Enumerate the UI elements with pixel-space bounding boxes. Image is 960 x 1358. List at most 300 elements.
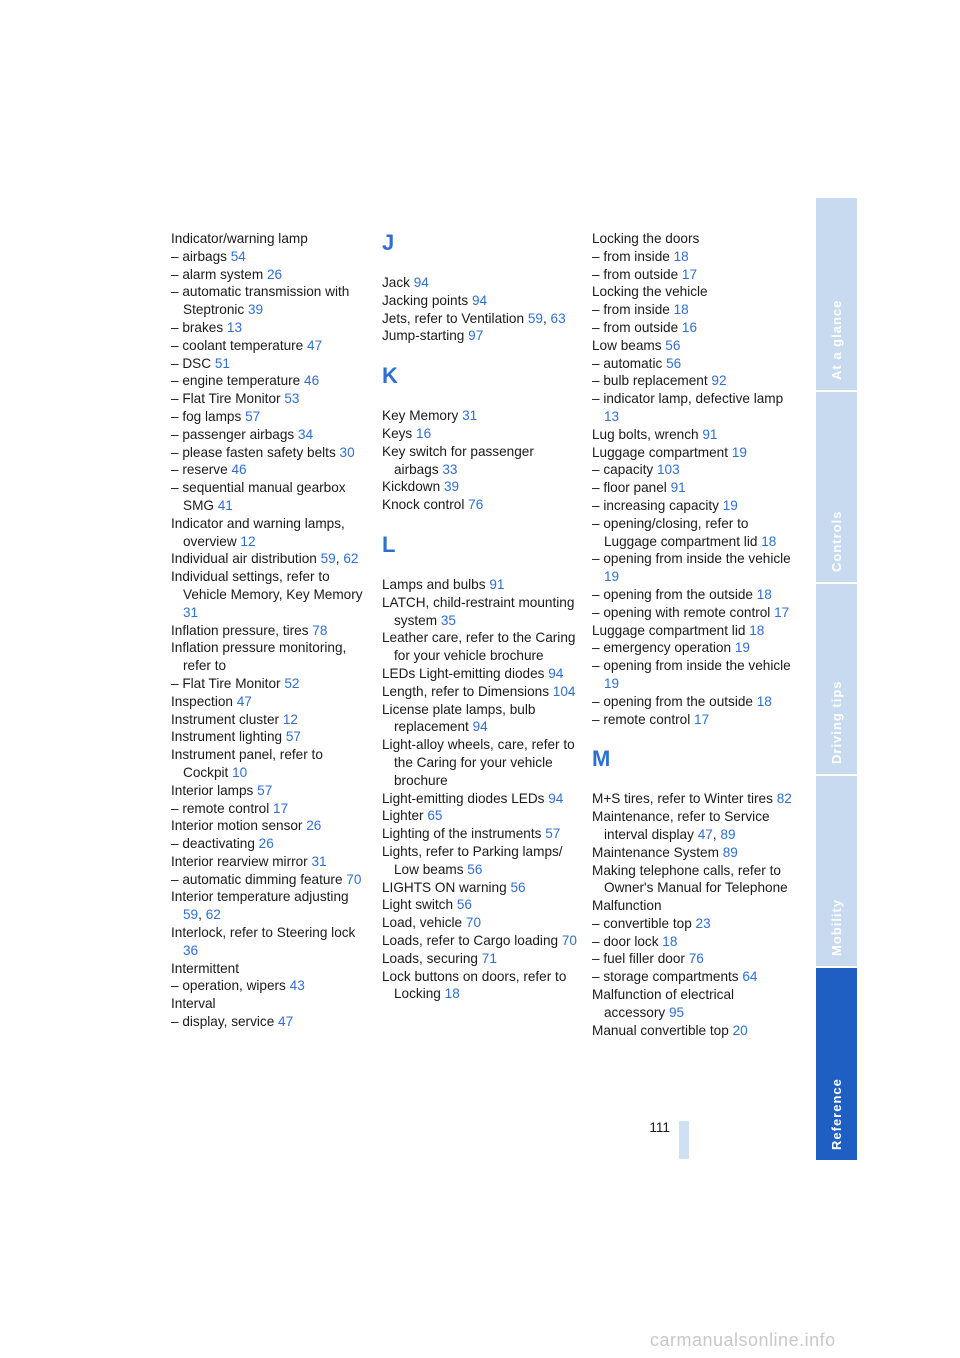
entry-text: – operation, wipers xyxy=(171,978,286,994)
page-link[interactable]: 19 xyxy=(731,444,747,460)
index-entry xyxy=(382,701,582,737)
page-link[interactable]: 19 xyxy=(734,640,750,656)
index-entry xyxy=(382,425,582,443)
entry-text: Interior rearview mirror xyxy=(171,853,308,869)
index-entry xyxy=(171,817,371,835)
index-entry xyxy=(171,248,371,266)
index-entry xyxy=(382,683,582,701)
index-entry xyxy=(592,711,792,729)
index-entry xyxy=(592,1022,792,1040)
index-entry: Jets, refer to Ventilation 59, 63 xyxy=(382,310,566,326)
page-link[interactable]: 94 xyxy=(548,790,564,806)
page-link[interactable]: 78 xyxy=(312,622,328,638)
index-entry: Maintenance, refer to Service interval display 47, 89 xyxy=(592,809,770,842)
page-link[interactable]: 46 xyxy=(304,373,320,389)
page-link[interactable]: 89 xyxy=(720,826,736,842)
entry-text: Individual air distribution xyxy=(171,551,317,567)
index-entry xyxy=(592,461,792,479)
page-link[interactable]: 56 xyxy=(467,861,483,877)
index-entry xyxy=(382,950,582,968)
index-entry xyxy=(592,248,792,266)
page-link[interactable]: 65 xyxy=(427,808,443,824)
page-link[interactable]: 18 xyxy=(756,693,772,709)
page-link[interactable]: 31 xyxy=(183,604,199,620)
section-tabs xyxy=(816,198,857,1160)
tab-label: Reference xyxy=(828,1078,844,1150)
index-entry xyxy=(592,426,792,444)
entry-text: – capacity xyxy=(592,462,654,478)
index-entry xyxy=(171,266,371,284)
page-link[interactable]: 12 xyxy=(240,533,256,549)
index-entry xyxy=(382,407,582,425)
page-link[interactable]: 36 xyxy=(183,942,199,958)
entry-text: Luggage compartment lid xyxy=(592,622,746,638)
entry-text: Interlock, refer to Steering lock xyxy=(171,925,356,941)
page-link[interactable]: 91 xyxy=(489,576,505,592)
index-entry xyxy=(592,515,792,551)
entry-text: – DSC xyxy=(171,355,212,371)
entry-text: Maintenance, refer to Service interval display xyxy=(592,809,770,842)
entry-text: – from inside xyxy=(592,248,670,264)
page-link[interactable]: 56 xyxy=(510,879,526,895)
page-link[interactable]: 71 xyxy=(481,950,497,966)
entry-text: Low beams xyxy=(592,337,662,353)
index-entry xyxy=(171,337,371,355)
entry-text: Instrument lighting xyxy=(171,729,283,745)
index-entry xyxy=(171,960,371,978)
page-link[interactable]: 26 xyxy=(306,818,322,834)
index-entry xyxy=(382,879,582,897)
entry-text: – remote control xyxy=(171,800,270,816)
page-link[interactable]: 43 xyxy=(289,978,305,994)
entry-text: – engine temperature xyxy=(171,373,301,389)
tab-at-a-glance[interactable] xyxy=(816,198,857,390)
entry-text: Light-emitting diodes LEDs xyxy=(382,790,545,806)
page-link[interactable]: 23 xyxy=(695,915,711,931)
index-entry xyxy=(382,825,582,843)
page-link[interactable]: 70 xyxy=(465,915,482,931)
index-entry xyxy=(382,274,582,292)
page-link[interactable]: 47 xyxy=(697,826,713,842)
index-entry xyxy=(382,807,582,825)
tab-driving-tips[interactable] xyxy=(816,584,857,774)
entry-text: – sequential manual gearbox SMG xyxy=(171,480,346,513)
index-entry xyxy=(382,594,582,630)
entry-text: – from inside xyxy=(592,302,670,318)
index-entry xyxy=(171,675,371,693)
page-link[interactable]: 19 xyxy=(604,675,620,691)
index-entry xyxy=(382,843,582,879)
page-link[interactable]: 47 xyxy=(236,693,252,709)
index-entry xyxy=(592,355,792,373)
section-letter: M xyxy=(592,746,611,772)
page-link[interactable]: 70 xyxy=(346,871,362,887)
index-entry xyxy=(171,995,371,1013)
page-link[interactable]: 56 xyxy=(666,355,682,371)
tab-controls[interactable] xyxy=(816,392,857,582)
index-entry xyxy=(592,372,792,390)
entry-text: Interior temperature adjusting xyxy=(171,889,349,905)
tab-label: At a glance xyxy=(828,299,844,380)
page-link[interactable]: 59 xyxy=(527,310,543,326)
entry-text: – opening from the outside xyxy=(592,586,753,602)
page-link[interactable]: 39 xyxy=(248,302,264,318)
index-entry xyxy=(592,968,792,986)
index-entry xyxy=(171,977,371,995)
index-entry: Interior temperature adjusting 59, 62 xyxy=(171,889,349,923)
entry-text: LIGHTS ON warning xyxy=(382,879,507,895)
entry-text: – alarm system xyxy=(171,266,264,282)
page-link[interactable]: 17 xyxy=(694,711,710,727)
entry-text: Inspection xyxy=(171,693,233,709)
entry-text: Interior motion sensor xyxy=(171,818,303,834)
page-link[interactable]: 18 xyxy=(756,586,772,602)
page-link[interactable]: 53 xyxy=(284,391,300,407)
index-entry xyxy=(171,800,371,818)
entry-text: – convertible top xyxy=(592,915,692,931)
index-entry xyxy=(592,604,792,622)
index-entry xyxy=(592,639,792,657)
entry-text: M+S tires, refer to Winter tires xyxy=(592,791,773,807)
entry-text: Lug bolts, wrench xyxy=(592,426,699,442)
entry-text: – indicator lamp, defective lamp xyxy=(592,391,784,407)
index-entry xyxy=(171,622,371,640)
page-link[interactable]: 46 xyxy=(231,462,247,478)
index-entry xyxy=(171,372,371,390)
entry-text: LEDs Light-emitting diodes xyxy=(382,665,545,681)
entry-text: – please fasten safety belts xyxy=(171,444,336,460)
entry-text: Instrument panel, refer to Cockpit xyxy=(171,747,323,780)
index-entry xyxy=(592,337,792,355)
index-entry xyxy=(171,390,371,408)
page-link[interactable]: 91 xyxy=(670,480,686,496)
entry-text: – opening from inside the vehicle xyxy=(592,551,791,567)
page-link[interactable]: 57 xyxy=(257,782,273,798)
page-number: 111 xyxy=(649,1120,670,1135)
index-entry xyxy=(171,515,371,551)
index-entry xyxy=(592,844,792,862)
entry-text: – storage compartments xyxy=(592,969,739,985)
index-entry xyxy=(171,835,371,853)
entry-text: Intermittent xyxy=(171,960,239,976)
index-entry xyxy=(382,665,582,683)
page-link[interactable]: 94 xyxy=(471,292,488,308)
entry-text: – display, service xyxy=(171,1014,275,1030)
entry-text: Interior lamps xyxy=(171,782,254,798)
page-link[interactable]: 17 xyxy=(681,266,698,282)
index-entry xyxy=(592,790,792,808)
index-entry xyxy=(382,629,582,665)
entry-text: Knock control xyxy=(382,497,465,513)
entry-text: Jacking points xyxy=(382,292,469,308)
index-entry xyxy=(592,266,792,284)
page-link[interactable]: 97 xyxy=(468,328,484,344)
index-entry xyxy=(592,986,792,1022)
entry-text: – automatic xyxy=(592,355,663,371)
entry-text: Key switch for passenger airbags xyxy=(382,443,534,477)
page-link[interactable]: 64 xyxy=(742,969,758,985)
entry-text: Kickdown xyxy=(382,479,441,495)
index-entry xyxy=(382,443,582,479)
page-link[interactable]: 26 xyxy=(258,836,274,852)
page-link[interactable]: 17 xyxy=(774,604,790,620)
entry-text: Loads, refer to Cargo loading xyxy=(382,932,559,948)
entry-text: Inflation pressure monitoring, refer to xyxy=(171,640,347,674)
index-entry xyxy=(592,622,792,640)
index-entry xyxy=(171,782,371,800)
page-link[interactable]: 91 xyxy=(702,426,718,442)
entry-text: – increasing capacity xyxy=(592,497,719,513)
index-entry xyxy=(171,1013,371,1031)
index-entry xyxy=(592,283,792,301)
entry-text: Lights, refer to Parking lamps/ Low beams xyxy=(382,843,563,877)
index-entry xyxy=(171,568,371,621)
page-link[interactable]: 33 xyxy=(442,461,458,477)
entry-text: Leather care, refer to the Caring for your vehicle brochure xyxy=(382,630,576,664)
index-entry xyxy=(592,657,792,693)
entry-text: – automatic transmission with Steptronic xyxy=(171,284,350,318)
entry-text: LATCH, child-restraint mounting system xyxy=(382,594,575,628)
index-entry xyxy=(171,283,371,319)
index-entry xyxy=(382,932,582,950)
entry-text: Locking the doors xyxy=(592,231,700,246)
page-link[interactable]: 94 xyxy=(548,665,564,681)
index-entry xyxy=(171,444,371,462)
index-entry xyxy=(382,292,582,310)
index-entry xyxy=(171,728,371,746)
entry-text: – opening/closing, refer to Luggage compartment lid xyxy=(592,515,758,549)
index-entry xyxy=(171,230,371,248)
index-entry xyxy=(171,746,371,782)
index-entry xyxy=(592,319,792,337)
tab-label: Mobility xyxy=(828,898,844,956)
page-link[interactable]: 35 xyxy=(440,612,456,628)
entry-text: – deactivating xyxy=(171,836,255,852)
entry-text: Indicator and warning lamps, overview xyxy=(171,515,345,549)
entry-text: – automatic dimming feature xyxy=(171,871,343,887)
section-letter: L xyxy=(382,531,396,557)
page-number-bar xyxy=(679,1121,689,1159)
tab-reference[interactable] xyxy=(816,968,857,1160)
index-entry xyxy=(382,896,582,914)
index-entry xyxy=(592,586,792,604)
index-entry xyxy=(171,479,371,515)
entry-text: Inflation pressure, tires xyxy=(171,622,309,638)
entry-text: – remote control xyxy=(592,711,691,727)
entry-text: Jack xyxy=(382,275,410,290)
entry-text: Malfunction of electrical accessory xyxy=(592,987,735,1020)
page-link[interactable]: 16 xyxy=(681,319,698,335)
page-link[interactable]: 31 xyxy=(311,853,327,869)
tab-label: Driving tips xyxy=(828,680,844,764)
page-link[interactable]: 41 xyxy=(217,497,233,513)
page-link[interactable]: 89 xyxy=(722,844,738,860)
page-link[interactable]: 92 xyxy=(711,373,727,389)
section-letter: K xyxy=(382,363,398,389)
page-link[interactable]: 63 xyxy=(550,310,566,326)
page-link[interactable]: 57 xyxy=(285,729,301,745)
index-entry xyxy=(171,853,371,871)
index-entry xyxy=(592,497,792,515)
entry-text: – opening with remote control xyxy=(592,604,771,620)
index-entry xyxy=(171,693,371,711)
entry-text: Loads, securing xyxy=(382,950,478,966)
page-link[interactable]: 10 xyxy=(232,764,248,780)
index-entry xyxy=(592,915,792,933)
index-entry xyxy=(592,862,792,898)
entry-text: Key Memory xyxy=(382,408,459,424)
page-link[interactable]: 56 xyxy=(665,337,681,353)
entry-text: – door lock xyxy=(592,933,659,949)
page-link[interactable]: 95 xyxy=(668,1004,685,1020)
entry-text: Keys xyxy=(382,425,413,441)
page-link[interactable]: 31 xyxy=(462,408,478,424)
entry-text: Making telephone calls, refer to Owner's Manual for Telephone xyxy=(592,862,788,896)
page-link[interactable]: 82 xyxy=(776,791,792,807)
entry-text: Lighting of the instruments xyxy=(382,826,542,842)
index-entry xyxy=(171,408,371,426)
entry-text: – Flat Tire Monitor xyxy=(171,391,281,407)
page-link[interactable]: 19 xyxy=(604,569,620,585)
page-link[interactable]: 16 xyxy=(416,425,432,441)
entry-text: – passenger airbags xyxy=(171,426,295,442)
index-entry xyxy=(382,327,582,345)
index-entry xyxy=(171,924,371,960)
index-entry xyxy=(592,933,792,951)
entry-text: – airbags xyxy=(171,248,227,264)
index-entry xyxy=(171,355,371,373)
page-link[interactable]: 26 xyxy=(266,266,283,282)
page-link[interactable]: 94 xyxy=(472,719,488,735)
page-link[interactable]: 18 xyxy=(662,933,678,949)
tab-label: Controls xyxy=(828,510,844,572)
page-link[interactable]: 13 xyxy=(226,319,243,335)
index-entry xyxy=(592,479,792,497)
index-entry xyxy=(382,478,582,496)
index-entry xyxy=(171,461,371,479)
page-link[interactable]: 70 xyxy=(561,932,577,948)
page-link[interactable]: 59 xyxy=(183,907,199,923)
page-link[interactable]: 17 xyxy=(273,800,289,816)
entry-text: – bulb replacement xyxy=(592,373,708,389)
page-link[interactable]: 30 xyxy=(339,444,355,460)
page-link[interactable]: 47 xyxy=(278,1014,294,1030)
page-link[interactable]: 18 xyxy=(761,533,777,549)
entry-text: Jump-starting xyxy=(382,328,465,344)
page-link[interactable]: 76 xyxy=(688,951,704,967)
index-entry xyxy=(171,871,371,889)
page-link[interactable]: 34 xyxy=(297,426,314,442)
index-entry xyxy=(382,576,582,594)
entry-text: – floor panel xyxy=(592,480,667,496)
entry-text: Jets, refer to Ventilation xyxy=(382,310,525,326)
page-link[interactable]: 51 xyxy=(214,355,230,371)
index-entry xyxy=(171,426,371,444)
page-link[interactable]: 62 xyxy=(343,551,359,567)
page-link[interactable]: 12 xyxy=(282,711,298,727)
entry-text: – opening from the outside xyxy=(592,693,753,709)
index-entry xyxy=(592,444,792,462)
index-entry xyxy=(382,736,582,789)
index-entry xyxy=(171,639,371,675)
section-letter: J xyxy=(382,230,395,255)
tab-mobility[interactable] xyxy=(816,776,857,966)
page-link[interactable]: 39 xyxy=(443,479,460,495)
index-entry xyxy=(592,230,792,248)
index-entry xyxy=(592,301,792,319)
index-entry xyxy=(382,914,582,932)
page-link[interactable]: 94 xyxy=(413,275,429,290)
page-link[interactable]: 52 xyxy=(284,675,300,691)
page-link[interactable]: 62 xyxy=(205,907,221,923)
index-column-2 xyxy=(382,230,582,1003)
page-link[interactable]: 47 xyxy=(307,337,323,353)
entry-text: Light-alloy wheels, care, refer to the Caring for your vehicle brochure xyxy=(382,737,575,788)
entry-text: – reserve xyxy=(171,462,228,478)
page-link[interactable]: 20 xyxy=(732,1022,748,1038)
entry-text: License plate lamps, bulb replacement xyxy=(382,701,536,735)
entry-text: – coolant temperature xyxy=(171,337,304,353)
index-column-3 xyxy=(592,230,792,1039)
page-link[interactable]: 54 xyxy=(230,248,246,264)
entry-text: Maintenance System xyxy=(592,844,719,860)
entry-text: Indicator/warning lamp xyxy=(171,231,308,246)
page-link[interactable]: 18 xyxy=(444,986,460,1002)
entry-text: Lamps and bulbs xyxy=(382,576,486,592)
entry-text: Locking the vehicle xyxy=(592,284,708,300)
entry-text: Length, refer to Dimensions xyxy=(382,683,549,699)
entry-text: Load, vehicle xyxy=(382,915,463,931)
index-entry xyxy=(592,897,792,915)
index-entry xyxy=(382,790,582,808)
page-link[interactable]: 13 xyxy=(604,408,620,424)
page-link[interactable]: 18 xyxy=(673,248,689,264)
page-link[interactable]: 57 xyxy=(245,408,261,424)
watermark: carmanualsonline.info xyxy=(650,1330,836,1350)
entry-text: – fog lamps xyxy=(171,408,242,424)
index-entry xyxy=(171,319,371,337)
entry-text: Lock buttons on doors, refer to Locking xyxy=(382,968,567,1002)
index-entry xyxy=(382,968,582,1004)
page-link[interactable]: 19 xyxy=(722,497,738,513)
index-entry xyxy=(592,950,792,968)
index-entry xyxy=(382,496,582,514)
entry-text: Lighter xyxy=(382,808,424,824)
index-entry xyxy=(592,550,792,586)
index-entry: Individual air distribution 59, 62 xyxy=(171,551,359,567)
entry-text: – emergency operation xyxy=(592,640,732,656)
page-link[interactable]: 104 xyxy=(552,683,576,699)
page-link[interactable]: 103 xyxy=(657,462,680,478)
page-link[interactable]: 18 xyxy=(673,302,689,318)
entry-text: Light switch xyxy=(382,897,454,913)
page-link[interactable]: 56 xyxy=(456,897,472,913)
entry-text: Instrument cluster xyxy=(171,711,280,727)
page-link[interactable]: 76 xyxy=(468,497,484,513)
entry-text: Luggage compartment xyxy=(592,444,729,460)
page-link[interactable]: 57 xyxy=(545,826,561,842)
index-entry xyxy=(592,693,792,711)
entry-text: Individual settings, refer to Vehicle Memory, Key Memory xyxy=(171,569,363,602)
entry-text: Manual convertible top xyxy=(592,1022,729,1038)
page-link[interactable]: 18 xyxy=(749,622,765,638)
entry-text: – from outside xyxy=(592,319,679,335)
index-entry xyxy=(592,390,792,426)
entry-text: – Flat Tire Monitor xyxy=(171,675,281,691)
entry-text: – fuel filler door xyxy=(592,951,685,967)
index-entry xyxy=(171,711,371,729)
page-link[interactable]: 59 xyxy=(320,551,336,567)
